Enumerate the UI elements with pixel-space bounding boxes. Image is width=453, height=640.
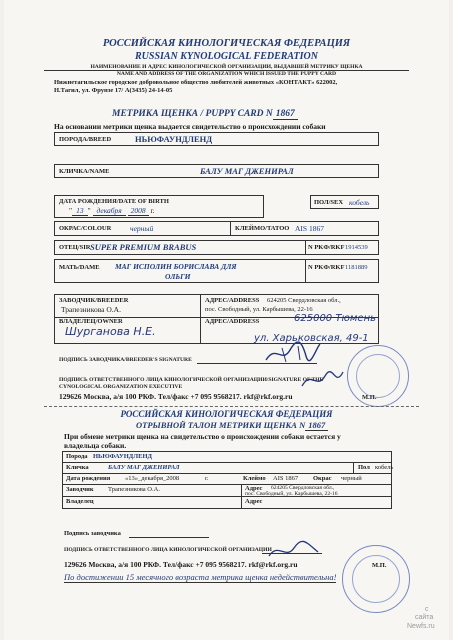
coupon-colour-label: Окрас [313,475,332,482]
sire-value: SUPER PREMIUM BRABUS [90,242,197,252]
owner-address-handwritten-2: ул. Харьковская, 49-1 [254,333,369,344]
breeder-address-line-2: пос. Свободный, ул. Карбышева, 22-16 [205,306,313,313]
federation-title-ru: РОССИЙСКАЯ КИНОЛОГИЧЕСКАЯ ФЕДЕРАЦИЯ [102,38,351,49]
dob-day: 13 [72,206,88,216]
stamp-placeholder-mp: М.П. [362,394,377,401]
card-number: 1867 [273,109,298,120]
tear-off-line [44,406,419,407]
puppy-card-document [4,0,449,640]
official-signature-label-2: CYNOLOGICAL ORGANIZATION EXECUTIVE [59,384,183,390]
owner-handwritten: Шурганова Н.Е. [65,325,156,338]
org-caption-ru: НАИМЕНОВАНИЕ И АДРЕС КИНОЛОГИЧЕСКОЙ ОРГАНИЗАЦИИ, ВЫДАВШЕЙ МЕТРИКУ ЩЕНКА [90,64,363,70]
coupon-breeder-address-label: Адрес [245,485,263,492]
coupon-stamp-placeholder-mp: М.П. [372,562,387,569]
coupon-tattoo-label: Клеймо [243,475,266,482]
tattoo-label: КЛЕЙМО/TATOO [235,225,290,232]
owner-address-label: АДРЕС/ADDRESS [205,318,260,325]
breeder-label: ЗАВОДЧИК/BREEDER [59,297,129,304]
issuing-org-line-1: Нижнетагильское городское добровольное общество любителей животных «КОНТАКТ» 622002, [54,79,338,86]
coupon-breed-label: Порода [66,453,88,460]
tattoo-value: AIS 1867 [295,224,324,233]
coupon-owner-address-label: Адрес [245,498,263,505]
official-signature [299,368,347,392]
organization-stamp [347,345,409,407]
coupon-colour-value: черный [341,475,362,482]
colour-label: ОКРАС/COLOUR [59,225,112,232]
coupon-rkf-address-line: 129626 Москва, а/я 100 РКФ. Тел/факс +7 095 9568217. rkf@rkf.org.ru [64,560,298,569]
breeder-signature [262,340,322,366]
breed-label: ПОРОДА/BREED [59,136,112,143]
breeder-value: Трапезникова О.А. [61,305,121,314]
coupon-number: 1867 [305,420,328,431]
colour-value: черный [130,224,154,233]
coupon-details-box: Порода НЬЮФАУНДЛЕНД Кличка БАЛУ МАГ ДЖЕНИРАЛ Пол кобель Дата рождения «13»_декабря_2008 г. Клеймо AIS 1867 Окрас черный Заводчик Трапезникова О.А. Адрес 624205 Свердловская обл., пос. Свободный, ул. Карбышева, 22-16 Владелец Адрес [62,451,392,509]
coupon-tattoo-value: AIS 1867 [273,475,299,482]
coupon-breeder-label: Заводчик [66,486,94,493]
dob-value: " 13 " декабря 2008 г. [69,206,155,215]
watermark-line-3: Newfs.ru [407,623,435,630]
coupon-dob-label: Дата рождения [66,475,111,482]
dob-month: декабря [93,206,126,216]
card-title: МЕТРИКА ЩЕНКА / PUPPY CARD N 1867 [112,109,298,119]
official-signature-label-1: ПОДПИСЬ ОТВЕТСТВЕННОГО ЛИЦА КИНОЛОГИЧЕСКОЙ ОРГАНИЗАЦИИ/SIGNATURE OF THE [59,377,324,383]
federation-title-en: RUSSIAN KYNOLOGICAL FEDERATION [134,51,318,62]
dam-rkf-label: N PKФ/RKF [308,264,345,271]
name-value: БАЛУ МАГ ДЖЕНИРАЛ [200,166,294,176]
sire-label: ОТЕЦ/SIR [59,244,91,251]
dob-year: 2008 [128,206,149,216]
sire-rkf-value: 1914539 [345,244,368,251]
divider [44,70,409,71]
sex-box [310,195,379,209]
dam-value-line-1: МАГ ИСПОЛИН БОРИСЛАВА ДЛЯ [115,262,237,271]
coupon-official-signature [266,540,322,562]
sire-rkf-label: N PKФ/RKF [308,244,345,251]
dam-rkf-value: 1181889 [345,264,368,271]
coupon-note-2: владельца собаки. [64,441,127,450]
dam-label: МАТЬ/DAME [59,264,100,271]
breeder-signature-label: ПОДПИСЬ ЗАВОДЧИКА/BREEDER'S SIGNATURE [59,357,192,363]
coupon-breeder-value: Трапезникова О.А. [108,486,160,493]
coupon-name-value: БАЛУ МАГ ДЖЕНИРАЛ [108,464,180,471]
coupon-owner-label: Владелец [66,498,94,505]
org-caption-en: NAME AND ADDRESS OF THE ORGANIZATION WHICH ISSUED THE PUPPY CARD [116,71,337,77]
breed-box [54,132,379,146]
coupon-official-signature-label: ПОДПИСЬ ОТВЕТСТВЕННОГО ЛИЦА КИНОЛОГИЧЕСКОЙ ОРГАНИЗАЦИИ [64,547,272,553]
coupon-breeder-address-1: 624205 Свердловская обл., [271,485,335,491]
rkf-address-line: 129626 Москва, а/я 100 РКФ. Тел/факс +7 095 9568217. rkf@rkf.org.ru [59,392,293,401]
coupon-note-1: При обмене метрики щенка на свидетельство о происхождении собаки остается у [64,432,341,441]
sex-label: ПОЛ/SEX [314,199,344,206]
dam-value-line-2: ОЛЬГИ [165,272,191,281]
card-basis-text: На основании метрики щенка выдается свидетельство о происхождении собаки [54,122,326,131]
sire-box [54,240,379,255]
sex-value: кобель [349,198,370,207]
dob-label: ДАТА РОЖДЕНИЯ/DATE OF BIRTH [59,198,169,205]
watermark-line-1: с [425,606,429,613]
coupon-sex-label: Пол [358,464,370,471]
coupon-name-label: Кличка [66,464,89,471]
coupon-sex-value: кобель [375,464,394,471]
coupon-validity-footer: По достижении 15 месячного возраста метрика щенка недействительна! [64,572,337,582]
coupon-title: ОТРЫВНОЙ ТАЛОН МЕТРИКИ ЩЕНКА N 1867 [136,420,328,430]
watermark-line-2: сайта [415,614,434,621]
breeder-address-line-1: 624205 Свердловская обл., [267,297,341,304]
name-label: КЛИЧКА/NAME [59,168,110,175]
owner-label: ВЛАДЕЛЕЦ/OWNER [59,318,123,325]
name-box [54,164,379,178]
coupon-breeder-signature-label: Подпись заводчика [64,530,121,537]
coupon-dob-value: «13»_декабря_2008 [125,475,180,482]
dob-box [54,195,264,218]
breeder-address-label: АДРЕС/ADDRESS [205,297,260,304]
coupon-breed-value: НЬЮФАУНДЛЕНД [93,453,152,460]
colour-box [54,221,379,236]
breed-value: НЬЮФАУНДЛЕНД [135,134,213,144]
issuing-org-line-2: Н.Тагил, ул. Фрунзе 17/ А(3435) 24-14-05 [54,87,173,94]
dam-box [54,259,379,283]
coupon-organization-stamp [342,545,410,613]
coupon-federation-title: РОССИЙСКАЯ КИНОЛОГИЧЕСКАЯ ФЕДЕРАЦИЯ [120,409,333,419]
owner-address-handwritten-1: 625000 Тюмень [294,313,377,324]
coupon-breeder-address-2: пос. Свободный, ул. Карбышева, 22-16 [245,491,338,497]
